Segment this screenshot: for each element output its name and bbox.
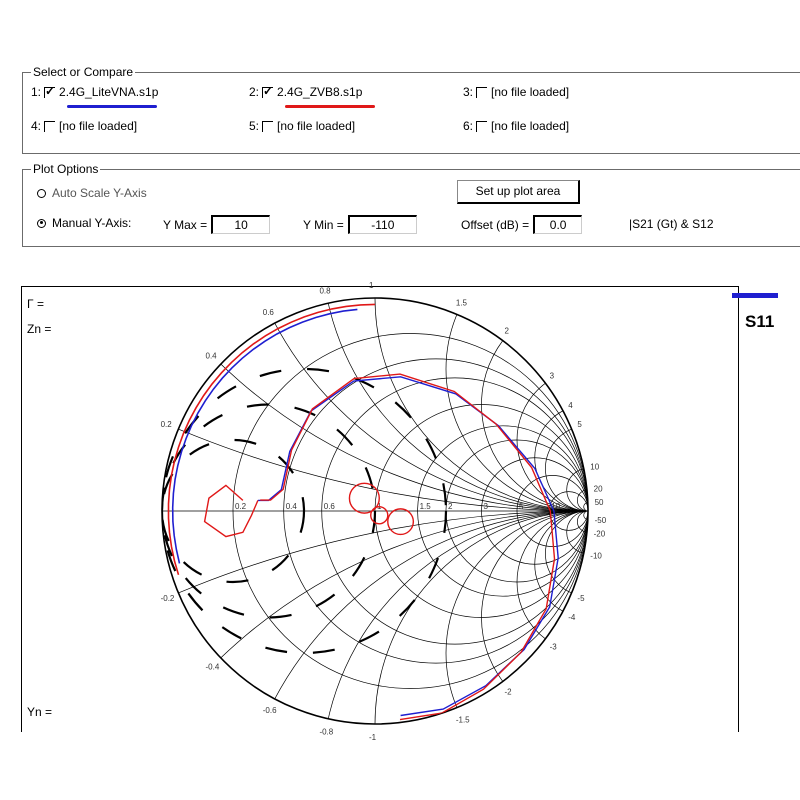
slot-2-color-line bbox=[285, 105, 375, 108]
offset-label: Offset (dB) = bbox=[461, 217, 530, 232]
reactance-label-positive: 4 bbox=[568, 400, 573, 410]
real-axis-label: 1.5 bbox=[419, 502, 431, 511]
slot-5-index: 5: bbox=[249, 119, 260, 133]
trace-mode-label: |S21 (Gt) & S12 bbox=[629, 217, 714, 231]
reactance-label-negative: -4 bbox=[568, 613, 576, 623]
auto-scale-radio[interactable] bbox=[37, 189, 46, 198]
reactance-label-negative: -0.2 bbox=[160, 593, 175, 603]
manual-y-axis-label: Manual Y-Axis: bbox=[52, 216, 132, 230]
reactance-label-negative: -50 bbox=[594, 516, 607, 526]
slot-1-checkbox[interactable] bbox=[44, 87, 55, 98]
gamma-readout: Γ = bbox=[27, 297, 44, 311]
slot-2-filename: 2.4G_ZVB8.s1p bbox=[277, 85, 363, 99]
real-axis-label: 3 bbox=[483, 502, 488, 511]
slot-3-index: 3: bbox=[463, 85, 474, 99]
slot-2-checkbox[interactable] bbox=[262, 87, 273, 98]
auto-scale-option[interactable] bbox=[37, 186, 147, 200]
reactance-label-positive: 0.2 bbox=[160, 420, 172, 430]
slot-4-index: 4: bbox=[31, 119, 42, 133]
reactance-label-negative: -3 bbox=[549, 642, 557, 652]
reactance-label-positive: 1.5 bbox=[455, 298, 467, 308]
reactance-label-negative: -5 bbox=[577, 593, 585, 603]
real-axis-label: 2 bbox=[448, 502, 453, 511]
reactance-label-positive: 1 bbox=[369, 281, 374, 291]
zn-readout: Zn = bbox=[27, 322, 52, 336]
slot-6-index: 6: bbox=[463, 119, 474, 133]
plot-options-group bbox=[22, 162, 800, 247]
s11-legend-label: S11 bbox=[745, 312, 775, 331]
reactance-label-positive: 10 bbox=[590, 462, 600, 472]
reactance-label-negative: -20 bbox=[593, 529, 606, 539]
real-axis-label: 1 bbox=[377, 502, 382, 511]
yn-readout: Yn = bbox=[27, 705, 53, 719]
slot-1-color-line bbox=[67, 105, 157, 108]
reactance-label-negative: -0.6 bbox=[262, 706, 277, 716]
slot-3-filename: [no file loaded] bbox=[491, 85, 570, 99]
reactance-label-negative: -1 bbox=[369, 732, 377, 742]
reactance-label-positive: 0.8 bbox=[319, 286, 331, 296]
file-slot-4[interactable] bbox=[31, 119, 137, 133]
slot-4-checkbox[interactable] bbox=[44, 121, 55, 132]
reactance-label-positive: 3 bbox=[549, 371, 555, 381]
reactance-label-positive: 2 bbox=[504, 326, 509, 336]
setup-plot-area-button[interactable]: Set up plot area bbox=[457, 180, 580, 204]
ymax-label: Y Max = bbox=[163, 217, 208, 232]
reactance-label-negative: -0.8 bbox=[319, 727, 334, 737]
real-axis-label: 10 bbox=[551, 502, 561, 511]
manual-y-axis-option[interactable] bbox=[37, 216, 131, 230]
auto-scale-label: Auto Scale Y-Axis bbox=[52, 186, 147, 200]
reactance-label-negative: -10 bbox=[590, 551, 602, 561]
file-slot-5[interactable] bbox=[249, 119, 355, 133]
reactance-label-negative: -1.5 bbox=[455, 715, 470, 725]
ymax-input[interactable]: 10 bbox=[211, 215, 270, 234]
reactance-label-positive: 20 bbox=[593, 484, 603, 494]
ymin-input[interactable]: -110 bbox=[348, 215, 417, 234]
file-slot-3[interactable] bbox=[463, 85, 569, 99]
reactance-label-positive: 50 bbox=[594, 497, 604, 507]
file-slot-1[interactable] bbox=[31, 85, 158, 99]
reactance-label-positive: 0.6 bbox=[262, 307, 274, 317]
ymax-control bbox=[163, 215, 270, 234]
slot-1-index: 1: bbox=[31, 85, 42, 99]
select-compare-group bbox=[22, 65, 800, 154]
slot-5-filename: [no file loaded] bbox=[277, 119, 356, 133]
smith-chart-frame bbox=[21, 286, 739, 732]
real-axis-label: 0.2 bbox=[235, 502, 247, 511]
real-axis-label: 0.6 bbox=[323, 502, 335, 511]
real-axis-label: 5 bbox=[519, 502, 524, 511]
reactance-label-negative: -2 bbox=[504, 687, 512, 697]
slot-6-filename: [no file loaded] bbox=[491, 119, 570, 133]
manual-y-axis-radio[interactable] bbox=[37, 219, 46, 228]
offset-control bbox=[461, 215, 582, 234]
slot-1-filename: 2.4G_LiteVNA.s1p bbox=[59, 85, 159, 99]
offset-input[interactable]: 0.0 bbox=[533, 215, 582, 234]
ymin-label: Y Min = bbox=[303, 217, 344, 232]
ymin-control bbox=[303, 215, 417, 234]
file-slot-6[interactable] bbox=[463, 119, 569, 133]
slot-5-checkbox[interactable] bbox=[262, 121, 273, 132]
plot-options-title: Plot Options bbox=[33, 162, 99, 176]
real-axis-label: 0.4 bbox=[285, 502, 297, 511]
select-compare-title: Select or Compare bbox=[33, 65, 134, 79]
slot-6-checkbox[interactable] bbox=[476, 121, 487, 132]
reactance-label-positive: 0.4 bbox=[205, 351, 217, 361]
slot-2-index: 2: bbox=[249, 85, 260, 99]
slot-3-checkbox[interactable] bbox=[476, 87, 487, 98]
slot-4-filename: [no file loaded] bbox=[59, 119, 138, 133]
file-slot-2[interactable] bbox=[249, 85, 362, 99]
reactance-label-positive: 5 bbox=[577, 420, 582, 430]
reactance-label-negative: -0.4 bbox=[205, 662, 220, 672]
s11-legend-line bbox=[732, 293, 778, 298]
